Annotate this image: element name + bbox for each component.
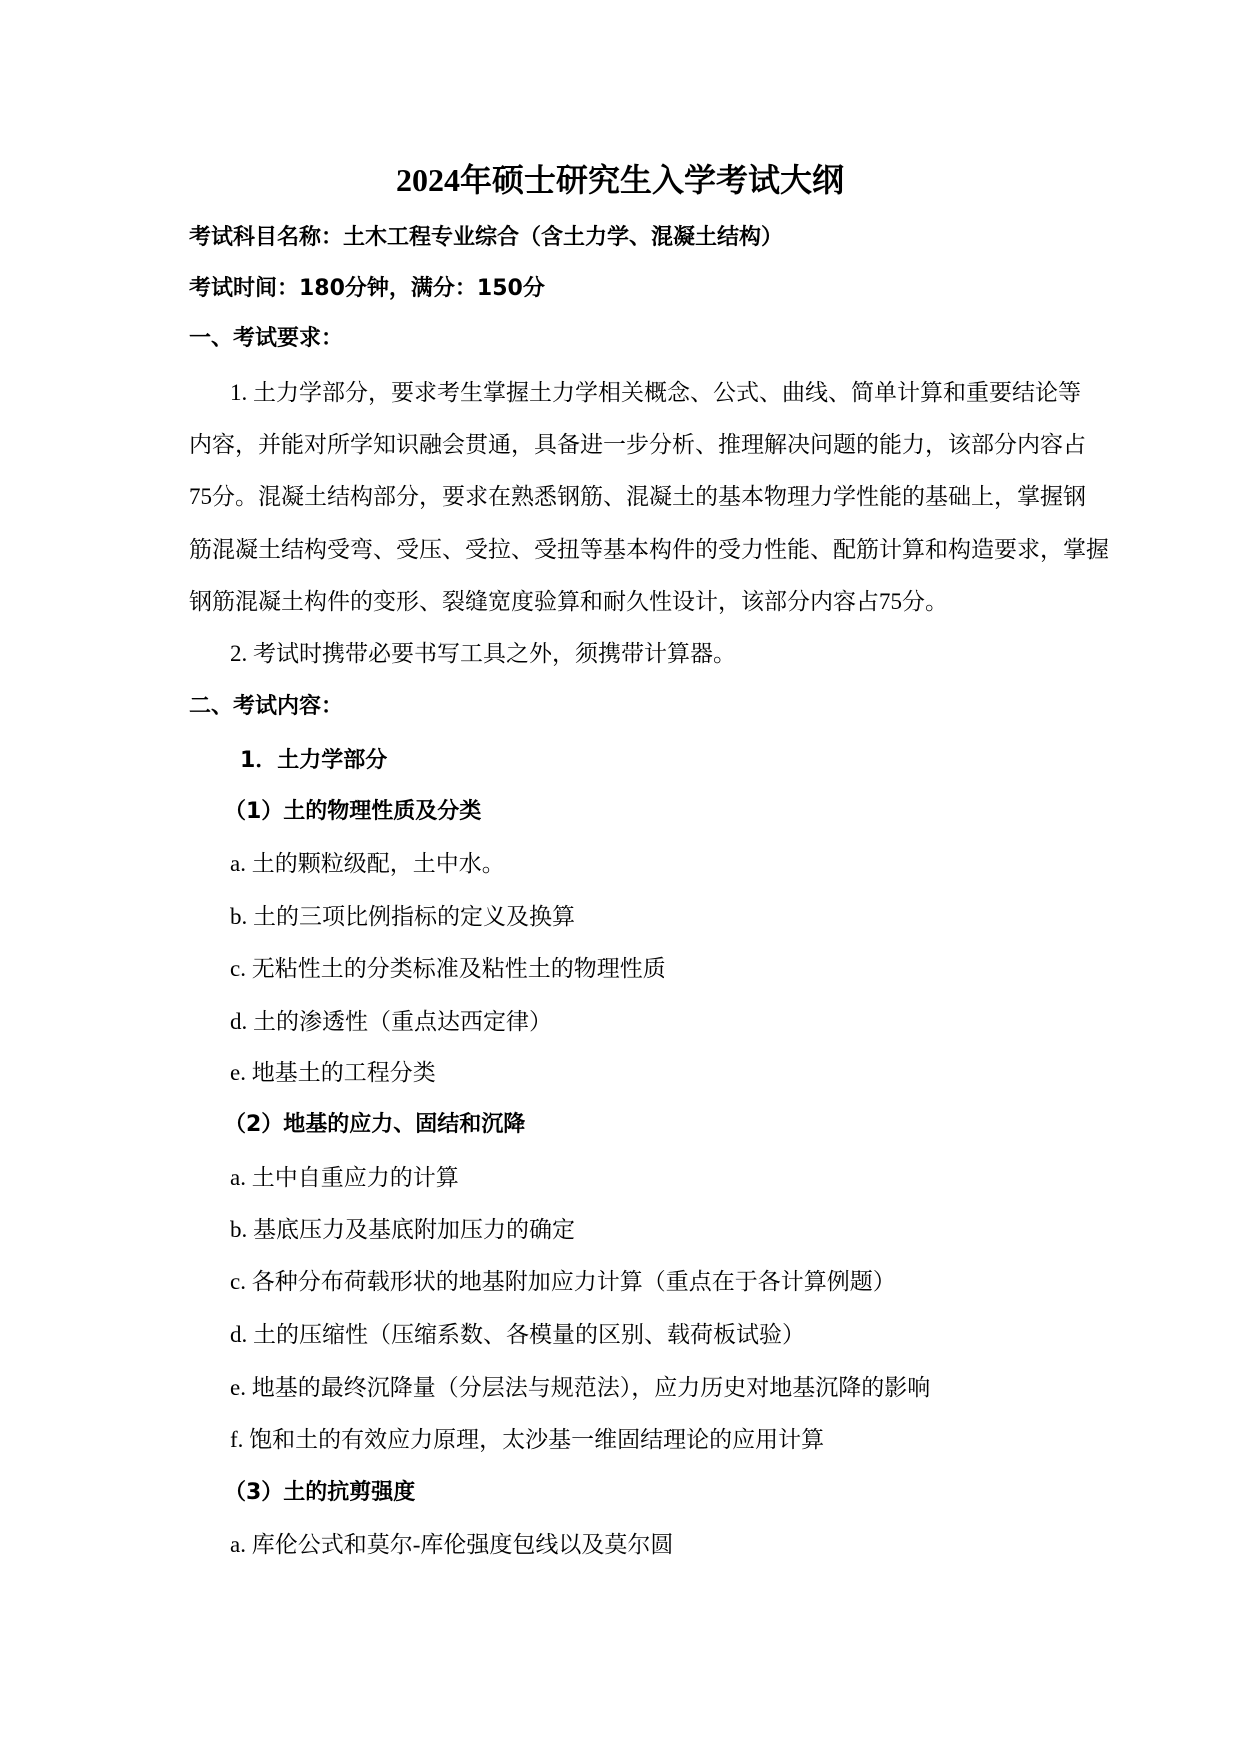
section-2-heading: 二、考试内容： [189,694,344,719]
list-item: a. 土的颗粒级配，土中水。 [230,851,505,876]
group-2-heading: （2）地基的应力、固结和沉降 [224,1112,526,1137]
list-item: e. 地基土的工程分类 [230,1060,436,1085]
list-item: c. 无粘性土的分类标准及粘性土的物理性质 [230,956,666,981]
para1-line: 内容，并能对所学知识融会贯通，具备进一步分析、推理解决问题的能力，该部分内容占 [189,432,1086,457]
list-item: f. 饱和土的有效应力原理，太沙基一维固结理论的应用计算 [230,1427,825,1452]
list-item: a. 土中自重应力的计算 [230,1165,459,1190]
list-item: a. 库伦公式和莫尔-库伦强度包线以及莫尔圆 [230,1532,674,1557]
para1-line: 钢筋混凝土构件的变形、裂缝宽度验算和耐久性设计，该部分内容占75分。 [189,589,948,614]
list-item: d. 土的压缩性（压缩系数、各模量的区别、载荷板试验） [230,1322,805,1347]
list-item: d. 土的渗透性（重点达西定律） [230,1009,552,1034]
list-item: c. 各种分布荷载形状的地基附加应力计算（重点在于各计算例题） [230,1269,896,1294]
part-1-heading: 1．土力学部分 [240,748,388,773]
para1-line: 1. 土力学部分，要求考生掌握土力学相关概念、公式、曲线、简单计算和重要结论等 [230,380,1081,405]
document-title: 2024年硕士研究生入学考试大纲 [395,162,844,198]
exam-time: 考试时间：180分钟，满分：150分 [189,276,545,301]
requirement-item-2: 2. 考试时携带必要书写工具之外，须携带计算器。 [230,641,736,666]
list-item: e. 地基的最终沉降量（分层法与规范法），应力历史对地基沉降的影响 [230,1375,931,1400]
para1-line: 筋混凝土结构受弯、受压、受拉、受扭等基本构件的受力性能、配筋计算和构造要求，掌握 [189,537,1109,562]
para1-line: 75分。混凝土结构部分，要求在熟悉钢筋、混凝土的基本物理力学性能的基础上，掌握钢 [189,484,1086,509]
section-1-heading: 一、考试要求： [189,326,344,351]
exam-subject: 考试科目名称：土木工程专业综合（含土力学、混凝土结构） [189,225,784,250]
list-item: b. 土的三项比例指标的定义及换算 [230,904,575,929]
group-1-heading: （1）土的物理性质及分类 [224,799,482,824]
list-item: b. 基底压力及基底附加压力的确定 [230,1217,575,1242]
group-3-heading: （3）土的抗剪强度 [224,1480,416,1505]
